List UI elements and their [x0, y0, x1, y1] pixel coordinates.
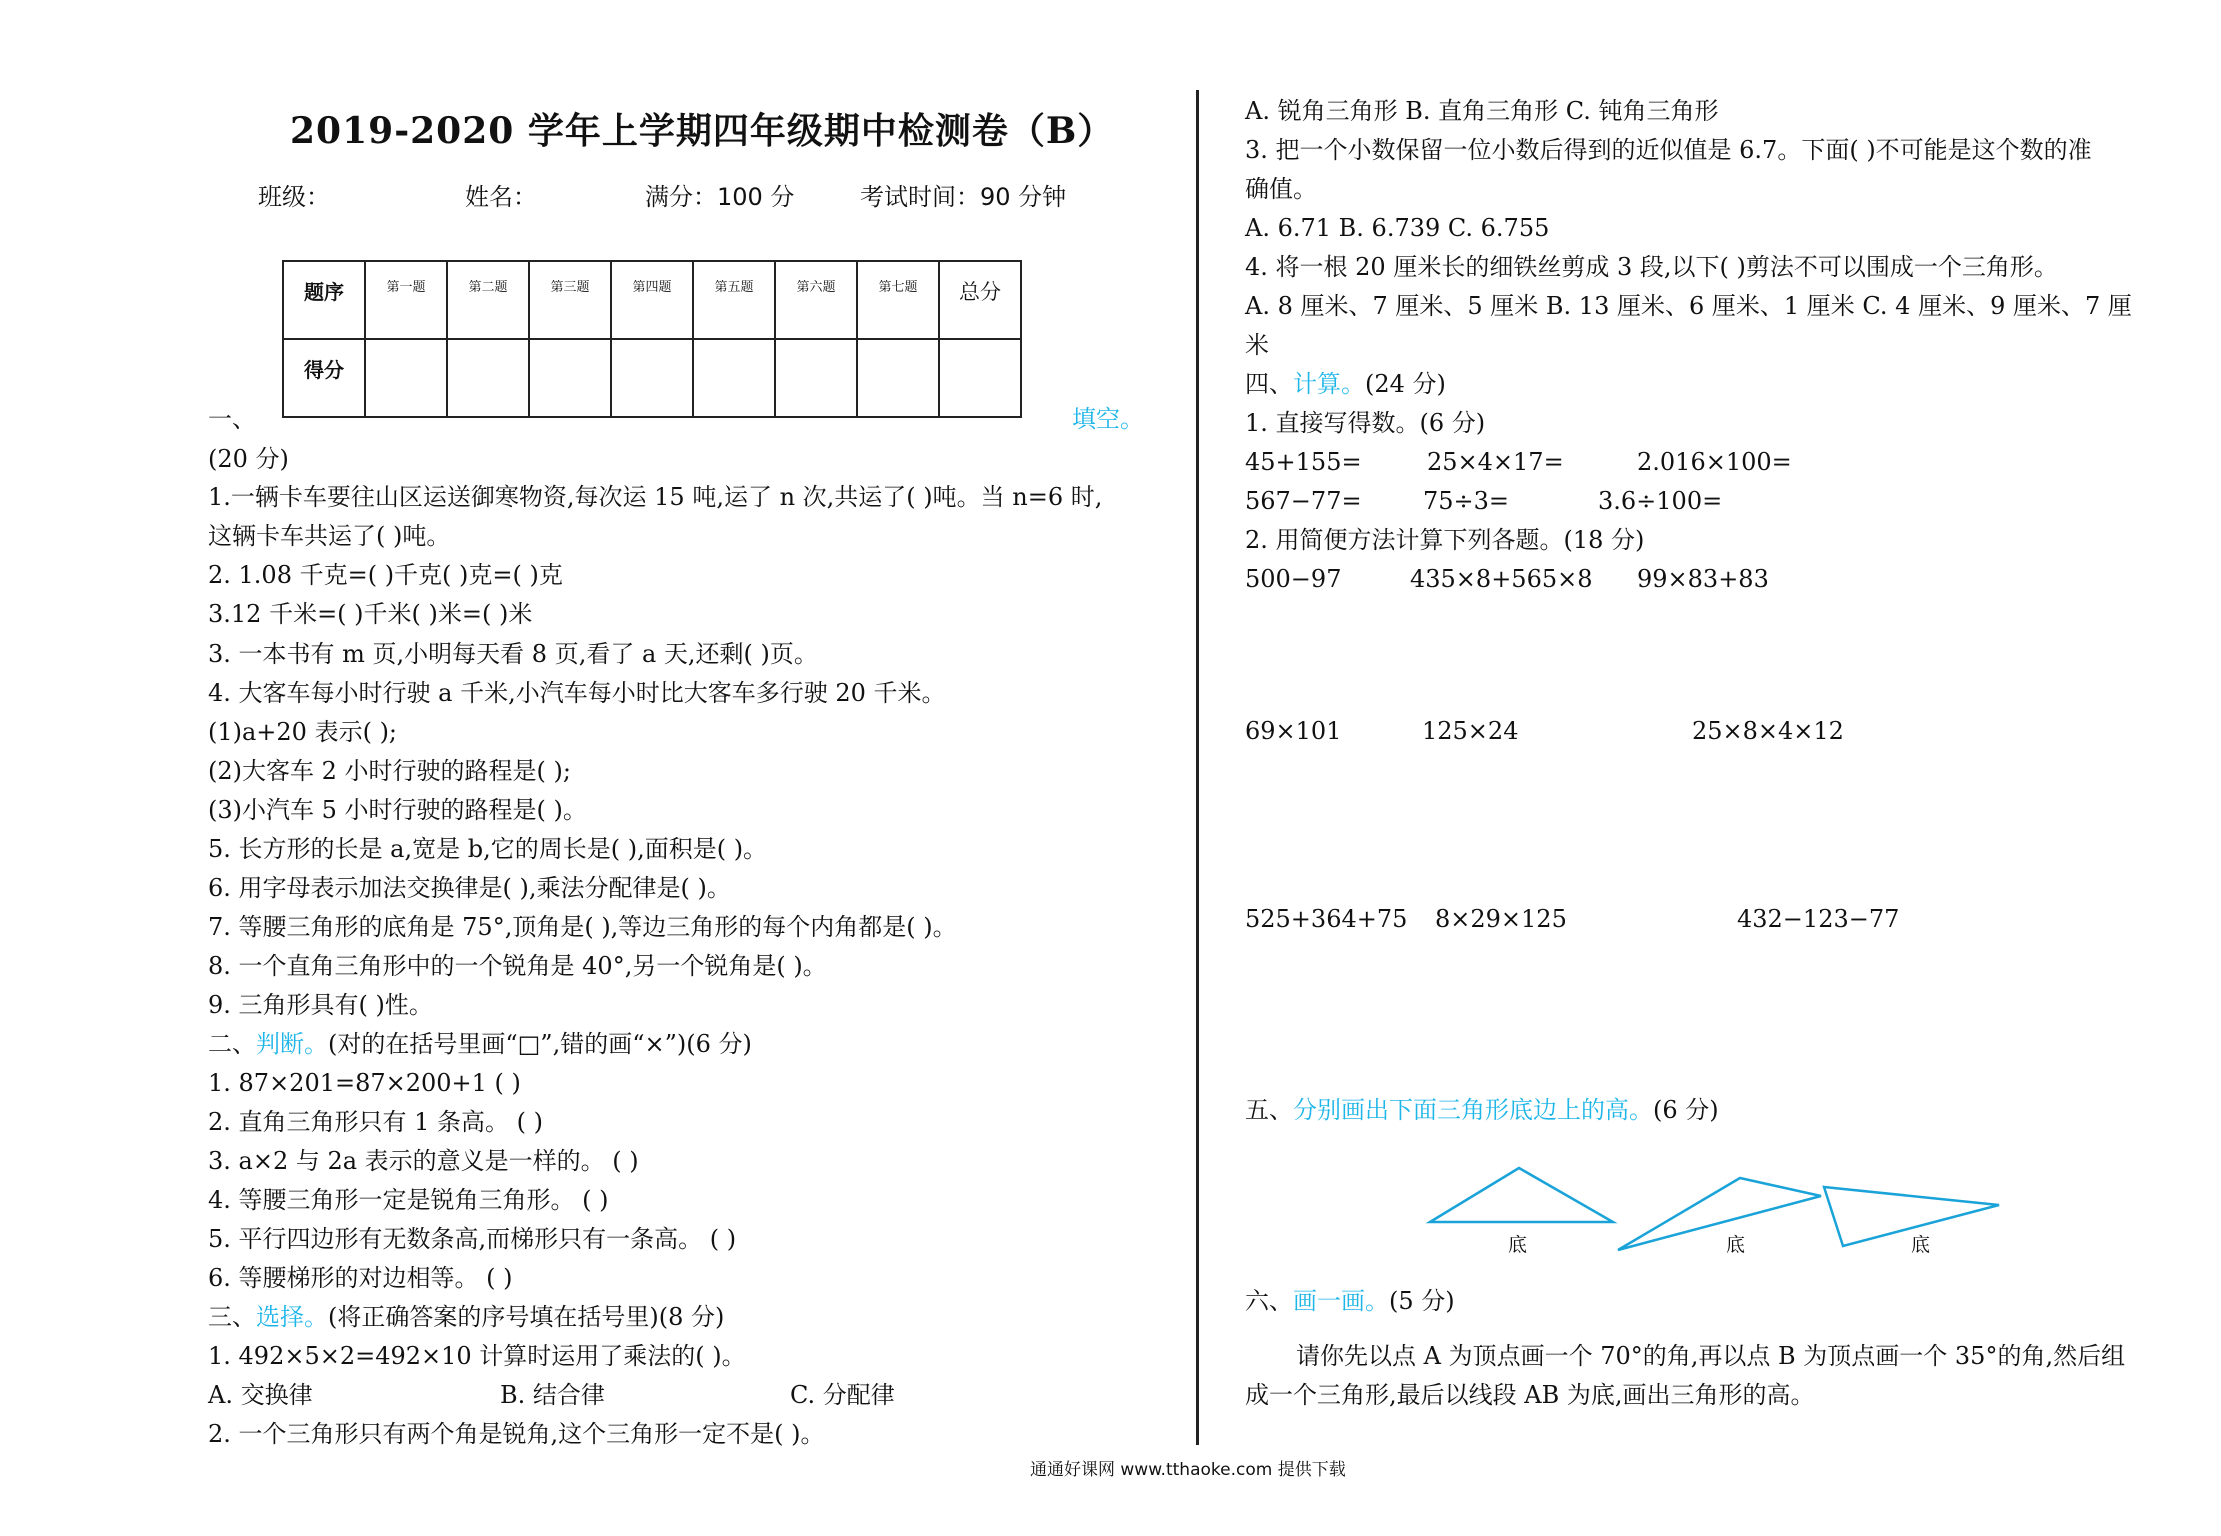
question: 1. 492×5×2=492×10 计算时运用了乘法的( )。	[208, 1342, 746, 1370]
table-cell: 第三题	[529, 261, 611, 339]
question: 4. 等腰三角形一定是锐角三角形。 ( )	[208, 1186, 609, 1214]
question: 5. 平行四边形有无数条高,而梯形只有一条高。 ( )	[208, 1225, 737, 1253]
section-title: 判断。	[256, 1030, 328, 1058]
question: 6. 等腰梯形的对边相等。 ( )	[208, 1264, 513, 1292]
question: 3. 把一个小数保留一位小数后得到的近似值是 6.7。下面( )不可能是这个数的准	[1245, 136, 2092, 164]
section-instructions: (将正确答案的序号填在括号里)(8 分)	[328, 1303, 725, 1331]
question: 3. 一本书有 m 页,小明每天看 8 页,看了 a 天,还剩( )页。	[208, 640, 818, 668]
name-label: 姓名：	[465, 183, 537, 211]
option-wrap: 米	[1245, 331, 1269, 359]
footer-credit: 通通好课网 www.tthaoke.com 提供下载	[1030, 1460, 1346, 1480]
section-title: 填空。	[1072, 405, 1144, 433]
question: (3)小汽车 5 小时行驶的路程是( )。	[208, 796, 587, 824]
question: 4. 将一根 20 厘米长的细铁丝剪成 3 段,以下( )剪法不可以围成一个三角形。	[1245, 253, 2058, 281]
table-cell: 总分	[939, 261, 1021, 339]
question: 3. a×2 与 2a 表示的意义是一样的。 ( )	[208, 1147, 639, 1175]
question: 9. 三角形具有( )性。	[208, 991, 433, 1019]
base-label: 底	[1508, 1234, 1528, 1256]
option: A. 交换律	[208, 1381, 313, 1409]
option: B. 结合律	[500, 1381, 605, 1409]
option: A. 8 厘米、7 厘米、5 厘米 B. 13 厘米、6 厘米、1 厘米 C. 4 厘米、9 厘米、7 厘	[1245, 292, 2132, 320]
question: 4. 大客车每小时行驶 a 千米,小汽车每小时比大客车多行驶 20 千米。	[208, 679, 946, 707]
table-cell: 题序	[283, 261, 365, 339]
section-number: 一、	[208, 405, 256, 433]
calc-item: 125×24	[1422, 717, 1519, 745]
base-label: 底	[1726, 1234, 1746, 1256]
section-instructions: (对的在括号里画“□”,错的画“×”)(6 分)	[328, 1030, 752, 1058]
section-number: 六、	[1245, 1287, 1293, 1315]
table-cell: 第四题	[611, 261, 693, 339]
sub-heading: 1. 直接写得数。(6 分)	[1245, 409, 1486, 437]
page-title: 2019-2020 学年上学期四年级期中检测卷（B）	[290, 110, 1115, 152]
section-points: (6 分)	[1653, 1096, 1719, 1124]
question: 2. 直角三角形只有 1 条高。 ( )	[208, 1108, 544, 1136]
section-title: 分别画出下面三角形底边上的高。	[1293, 1096, 1653, 1124]
option: A. 6.71 B. 6.739 C. 6.755	[1245, 214, 1550, 242]
question: 确值。	[1245, 175, 1317, 203]
calc-item: 567−77=	[1245, 487, 1362, 515]
full-score-label: 满分：100 分	[645, 183, 795, 211]
table-cell: 第二题	[447, 261, 529, 339]
section-6-heading	[1245, 1287, 1455, 1315]
calc-item: 435×8+565×8	[1410, 565, 1593, 593]
question: (1)a+20 表示( );	[208, 718, 398, 746]
calc-item: 432−123−77	[1737, 905, 1900, 933]
section-points: (20 分)	[208, 445, 289, 473]
calc-item: 69×101	[1245, 717, 1342, 745]
question: 2. 1.08 千克=( )千克( )克=( )克	[208, 561, 563, 589]
question: 7. 等腰三角形的底角是 75°,顶角是( ),等边三角形的每个内角都是( )。	[208, 913, 957, 941]
question: 5. 长方形的长是 a,宽是 b,它的周长是( ),面积是( )。	[208, 835, 768, 863]
question: 3.12 千米=( )千米( )米=( )米	[208, 600, 533, 628]
section-number: 三、	[208, 1303, 256, 1331]
calc-item: 2.016×100=	[1637, 448, 1792, 476]
question: 1. 87×201=87×200+1 ( )	[208, 1069, 521, 1097]
question: 1.一辆卡车要往山区运送御寒物资,每次运 15 吨,运了 n 次,共运了( )吨。当 n=6 时,	[208, 483, 1103, 511]
paragraph: 请你先以点 A 为顶点画一个 70°的角,再以点 B 为顶点画一个 35°的角,然后组	[1296, 1342, 2126, 1370]
section-number: 四、	[1245, 370, 1293, 398]
calc-item: 525+364+75	[1245, 905, 1408, 933]
question: 2. 一个三角形只有两个角是锐角,这个三角形一定不是( )。	[208, 1420, 825, 1448]
question: (2)大客车 2 小时行驶的路程是( );	[208, 757, 571, 785]
calc-item: 75÷3=	[1423, 487, 1510, 515]
base-label: 底	[1911, 1234, 1931, 1256]
calc-item: 25×8×4×12	[1692, 717, 1844, 745]
table-cell: 第七题	[857, 261, 939, 339]
section-title: 选择。	[256, 1303, 328, 1331]
calc-item: 3.6÷100=	[1598, 487, 1723, 515]
table-cell: 第六题	[775, 261, 857, 339]
section-title: 计算。	[1293, 370, 1365, 398]
table-cell: 得分	[283, 339, 365, 417]
sub-heading: 2. 用简便方法计算下列各题。(18 分)	[1245, 526, 1645, 554]
section-points: (5 分)	[1389, 1287, 1455, 1315]
option: A. 锐角三角形 B. 直角三角形 C. 钝角三角形	[1245, 97, 1719, 125]
question: 8. 一个直角三角形中的一个锐角是 40°,另一个锐角是( )。	[208, 952, 827, 980]
option: C. 分配律	[790, 1381, 895, 1409]
section-number: 五、	[1245, 1096, 1293, 1124]
section-points: (24 分)	[1365, 370, 1446, 398]
table-cell: 第五题	[693, 261, 775, 339]
class-label: 班级：	[258, 183, 330, 211]
calc-item: 8×29×125	[1435, 905, 1567, 933]
calc-item: 25×4×17=	[1427, 448, 1564, 476]
paragraph: 成一个三角形,最后以线段 AB 为底,画出三角形的高。	[1245, 1381, 1815, 1409]
section-number: 二、	[208, 1030, 256, 1058]
question: 这辆卡车共运了( )吨。	[208, 522, 451, 550]
section-title: 画一画。	[1293, 1287, 1389, 1315]
triangle-1	[1430, 1168, 1613, 1222]
calc-item: 500−97	[1245, 565, 1342, 593]
triangle-2	[1618, 1178, 1821, 1250]
calc-item: 45+155=	[1245, 448, 1362, 476]
table-cell: 第一题	[365, 261, 447, 339]
calc-item: 99×83+83	[1637, 565, 1769, 593]
question: 6. 用字母表示加法交换律是( ),乘法分配律是( )。	[208, 874, 731, 902]
exam-time-label: 考试时间：90 分钟	[860, 183, 1067, 211]
